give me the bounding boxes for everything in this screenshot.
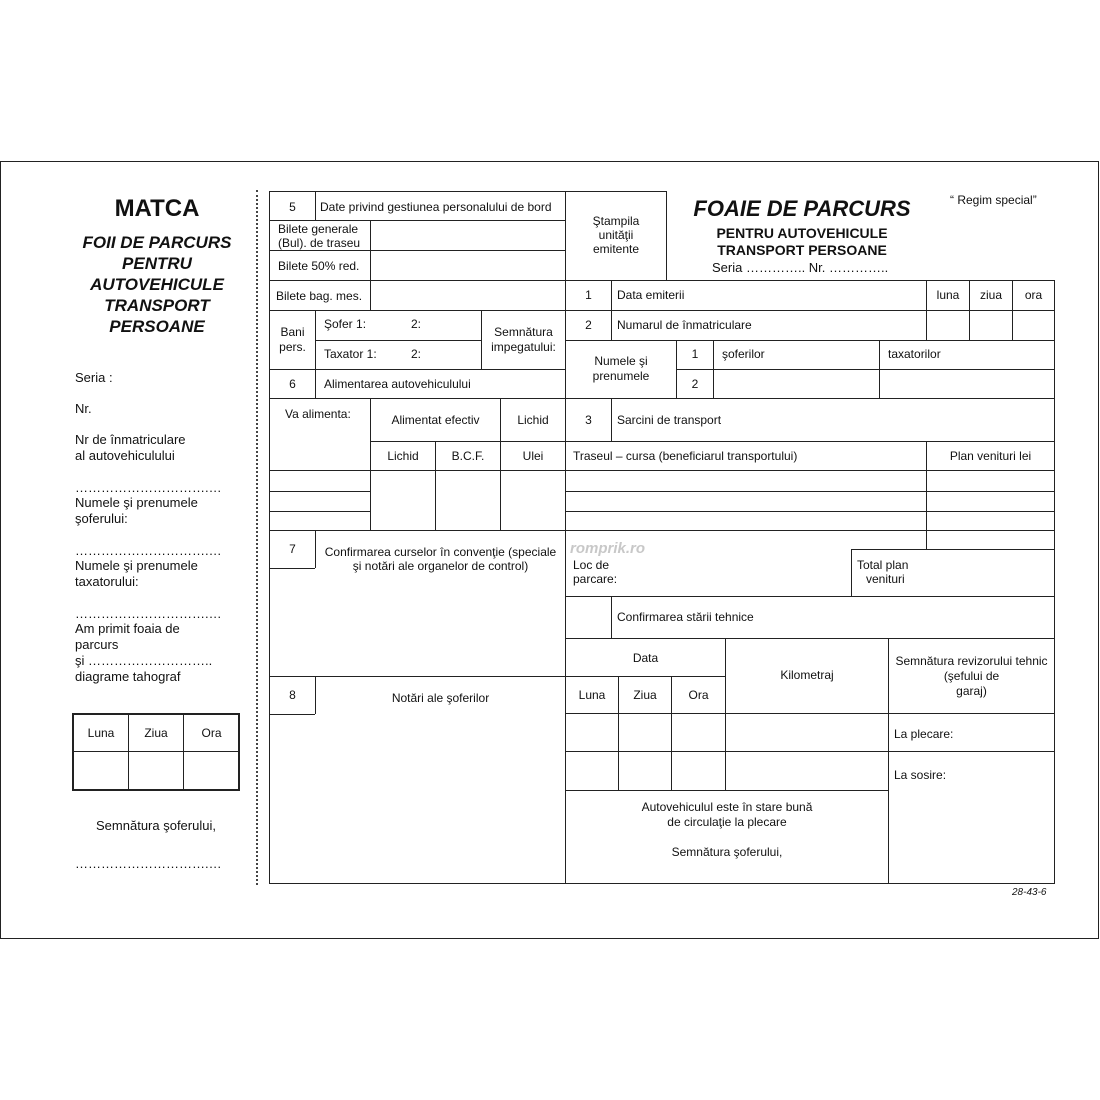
la-sosire-label: La sosire:: [894, 768, 947, 782]
data-header: Data: [632, 651, 659, 665]
divider: [315, 191, 316, 220]
stub-primit-label-4: diagrame tahograf: [75, 669, 181, 684]
ora2-header: Ora: [688, 688, 709, 702]
stub-sofer-label: Numele şi prenumele: [75, 495, 198, 510]
ulei-label: Ulei: [522, 449, 544, 463]
stub-subtitle-line: PERSOANE: [109, 317, 205, 336]
divider: [611, 280, 612, 340]
sofer2-label: 2:: [411, 317, 422, 331]
divider: [565, 491, 1055, 492]
stampila-label-3: emitente: [592, 242, 640, 256]
frame-bottom: [269, 883, 1055, 884]
divider: [269, 220, 565, 221]
divider: [269, 530, 565, 531]
semnatura-revizor-header-2: (şefului de: [943, 669, 1000, 683]
taxator1-label: Taxator 1:: [324, 347, 377, 361]
s8-title: Notări ale şoferilor: [391, 691, 490, 705]
stare-buna-label: Autovehiculul este în stare bună: [641, 800, 813, 814]
s5-number: 5: [289, 200, 296, 214]
divider: [713, 340, 714, 398]
divider: [565, 530, 1055, 531]
divider: [565, 340, 1055, 341]
bani-label-2: pers.: [279, 340, 306, 354]
bilete-bag-label: Bilete bag. mes.: [276, 289, 363, 303]
divider: [269, 568, 315, 569]
perforation-line: [256, 190, 258, 885]
loc-parcare-label: Loc de: [573, 558, 610, 572]
divider: [269, 714, 315, 715]
total-plan-label-2: venituri: [866, 572, 905, 586]
form-subtitle: PENTRU AUTOVEHICULE: [716, 225, 888, 241]
s8-number: 8: [289, 688, 296, 702]
ora-header: ora: [1024, 288, 1043, 302]
taxatorilor-header: taxatorilor: [888, 347, 941, 361]
form-subtitle-2: TRANSPORT PERSOANE: [717, 242, 887, 258]
la-plecare-label: La plecare:: [894, 727, 954, 741]
divider: [565, 441, 1055, 442]
divider: [676, 369, 1055, 370]
stub-dots-field[interactable]: ………………………….…: [75, 480, 222, 495]
stub-luna-cell[interactable]: [74, 753, 127, 789]
form-code: 28-43-6: [1012, 887, 1047, 898]
divider: [370, 220, 371, 310]
stub-subtitle-line: FOII DE PARCURS: [82, 233, 232, 252]
taxator2-label: 2:: [411, 347, 422, 361]
ziua-header: ziua: [979, 288, 1002, 302]
ziua2-header: Ziua: [633, 688, 657, 702]
luna-header: luna: [936, 288, 960, 302]
divider: [851, 549, 852, 596]
divider: [269, 310, 565, 311]
nume-prenume-label: Numele şi: [594, 354, 648, 368]
divider: [269, 280, 565, 281]
divider: [370, 441, 565, 442]
divider: [725, 638, 726, 790]
stub-subtitle-line: PENTRU: [122, 254, 192, 273]
divider: [565, 596, 1055, 597]
alimentat-efectiv-label: Alimentat efectiv: [391, 413, 480, 427]
nume-prenume-label-2: prenumele: [592, 369, 650, 383]
semnatura-revizor-header: Semnătura revizorului tehnic: [895, 654, 1048, 668]
divider: [611, 398, 612, 441]
stub-subtitle-line: AUTOVEHICULE: [90, 275, 224, 294]
divider: [73, 751, 239, 752]
divider: [565, 470, 1055, 471]
frame-top: [269, 191, 666, 192]
stub-subtitle-line: TRANSPORT: [104, 296, 210, 315]
divider: [666, 191, 667, 280]
nr-inmatriculare-label: Numarul de înmatriculare: [617, 318, 752, 332]
divider: [269, 398, 565, 399]
stub-seria-label: Seria :: [75, 370, 113, 385]
divider: [879, 340, 880, 398]
plan-venituri-header: Plan venituri lei: [949, 449, 1032, 463]
r3-number: 3: [585, 413, 592, 427]
stub-subtitle: [62, 232, 252, 337]
sofer1-label: Şofer 1:: [324, 317, 367, 331]
r1-number: 1: [585, 288, 592, 302]
divider: [851, 549, 1055, 550]
soferilor-header: şoferilor: [722, 347, 765, 361]
divider: [565, 511, 1055, 512]
stub-luna-header: Luna: [87, 726, 115, 740]
luna2-header: Luna: [578, 688, 606, 702]
stub-semnatura-label: Semnătura şoferului,: [96, 818, 216, 833]
stub-ziua-cell[interactable]: [129, 753, 182, 789]
stub-taxator-label: Numele şi prenumele: [75, 558, 198, 573]
stare-buna-label-2: de circulaţie la plecare: [667, 815, 787, 829]
stub-dots-field[interactable]: ………………………….…: [75, 543, 222, 558]
stub-primit-label-3: şi ………………………..: [75, 653, 213, 668]
traseul-header: Traseul – cursa (beneficiarul transportului): [573, 449, 798, 463]
frame-right: [1054, 280, 1055, 883]
va-alimenta-label: Va alimenta:: [285, 407, 351, 421]
s7-title: Confirmarea curselor în convenţie (speciale: [324, 545, 557, 559]
divider: [565, 713, 1055, 714]
stub-inmatriculare-label: Nr de înmatriculare: [75, 432, 186, 447]
watermark: romprik.ro: [570, 540, 646, 557]
stub-ora-cell[interactable]: [184, 753, 238, 789]
stub-primit-label: Am primit foaia de: [75, 621, 180, 636]
kilometraj-header: Kilometraj: [780, 668, 834, 682]
s6-title: Alimentarea autovehiculului: [324, 377, 471, 391]
loc-parcare-label-2: parcare:: [573, 572, 618, 586]
row-1-number: 1: [691, 347, 699, 361]
s5-title: Date privind gestiunea personalului de bord: [320, 200, 552, 214]
bilete-generale-label-2: (Bul). de traseu: [278, 236, 361, 250]
divider: [565, 280, 1055, 281]
stub-title: MATCA: [114, 195, 200, 222]
form-title: FOAIE DE PARCURS: [693, 196, 911, 221]
divider: [269, 676, 565, 677]
divider: [565, 310, 1055, 311]
stub-primit-label-2: parcurs: [75, 637, 119, 652]
divider: [269, 491, 371, 492]
stub-taxator-label-2: taxatorului:: [75, 574, 139, 589]
s7-number: 7: [289, 542, 296, 556]
data-emiterii-label: Data emiterii: [617, 288, 685, 302]
divider: [315, 340, 481, 341]
stampila-label: Ştampila: [592, 214, 640, 228]
s7-title-2: şi notări ale organelor de control): [352, 559, 529, 573]
total-plan-label: Total plan: [857, 558, 909, 572]
semnatura-impegat-label-2: impegatului:: [491, 340, 556, 354]
bilete-50-label: Bilete 50% red.: [278, 259, 360, 273]
bilete-generale-label: Bilete generale: [278, 222, 359, 236]
stub-inmatriculare-label-2: al autovehiculului: [75, 448, 175, 463]
row-2-number: 2: [691, 377, 699, 391]
bcf-label: B.C.F.: [451, 449, 485, 463]
divider: [565, 398, 1055, 399]
s6-number: 6: [289, 377, 296, 391]
divider: [565, 751, 1055, 752]
divider: [565, 638, 1055, 639]
divider: [315, 310, 316, 398]
stub-semnatura-field[interactable]: ………………………….…: [75, 856, 222, 871]
confirmarea-starii-label: Confirmarea stării tehnice: [617, 610, 754, 624]
lichid-top-label: Lichid: [517, 413, 549, 427]
lichid-label: Lichid: [387, 449, 419, 463]
stub-sofer-label-2: şoferului:: [75, 511, 128, 526]
divider: [611, 596, 612, 638]
stub-ora-header: Ora: [201, 726, 222, 740]
divider: [269, 470, 565, 471]
frame-left: [269, 191, 270, 883]
semnatura-revizor-header-3: garaj): [956, 684, 987, 698]
stub-ziua-header: Ziua: [144, 726, 168, 740]
divider: [565, 790, 889, 791]
divider: [269, 511, 371, 512]
regim-special-label: “ Regim special”: [950, 193, 1037, 207]
semnatura-impegat-label: Semnătura: [494, 325, 553, 339]
stampila-label-2: unităţii: [598, 228, 634, 242]
stub-dots-field[interactable]: ………………………….…: [75, 606, 222, 621]
bani-label: Bani: [280, 325, 305, 339]
r2-number: 2: [585, 318, 592, 332]
seria-nr-field[interactable]: Seria ………….. Nr. …………..: [712, 260, 889, 275]
divider: [269, 369, 565, 370]
divider: [565, 676, 725, 677]
sarcini-transport-label: Sarcini de transport: [617, 413, 722, 427]
stub-nr-label: Nr.: [75, 401, 92, 416]
semnatura-sofer-label: Semnătura şoferului,: [671, 845, 783, 859]
